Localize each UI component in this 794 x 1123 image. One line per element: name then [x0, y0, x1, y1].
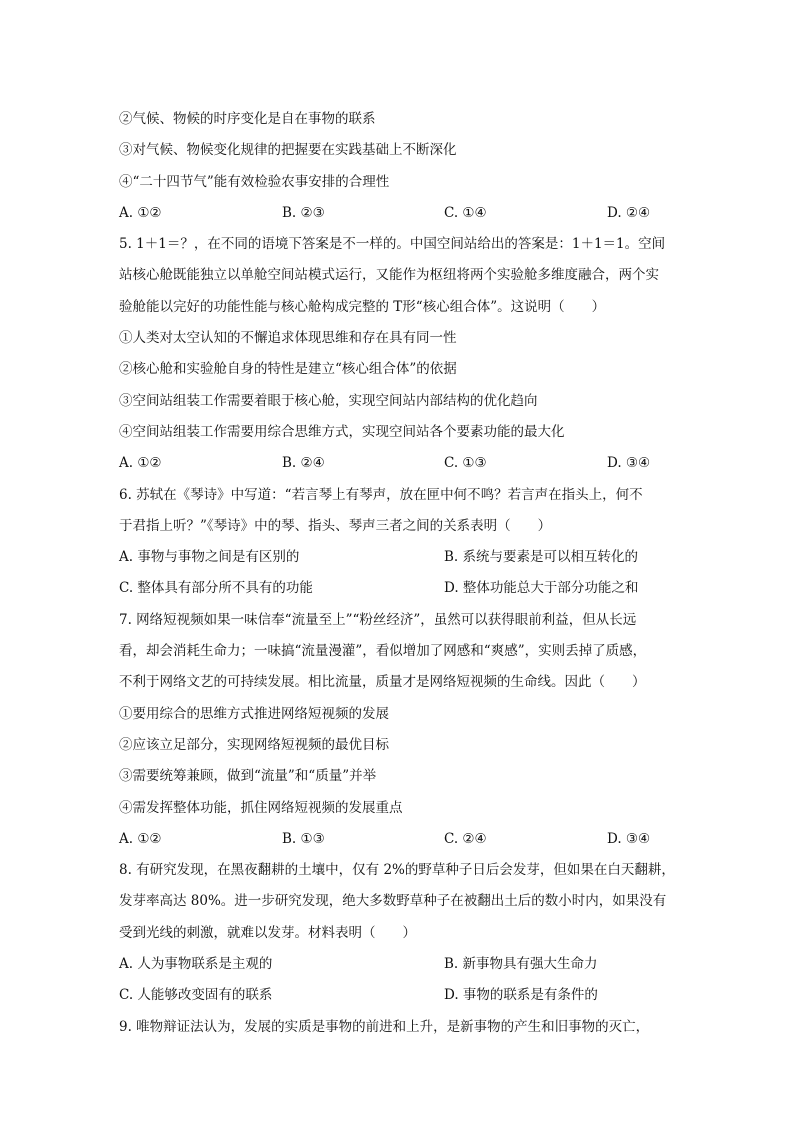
question-5-stem: 站核心舱既能独立以单舱空间站模式运行，又能作为枢纽将两个实验舱多维度融合，两个实: [119, 267, 659, 284]
option-d: D. 事物的联系是有条件的: [444, 987, 598, 1004]
answer-options: [119, 542, 677, 573]
question-8-stem: 发芽率高达 80%。进一步研究发现，绝大多数野草种子在被翻出土后的数小时内，如果没有: [119, 893, 667, 910]
question-6-stem: 于君指上听？”《琴诗》中的琴、指头、琴声三者之间的关系表明（ ）: [119, 517, 552, 534]
answer-options: [119, 448, 677, 479]
option-b: B. 新事物具有强大生命力: [444, 956, 598, 973]
statement-item: ③需要统筹兼顾，做到“流量”和“质量”并举: [119, 768, 377, 785]
option-a: A. ①②: [119, 455, 162, 472]
option-d: D. ③④: [607, 455, 651, 472]
option-d: D. ③④: [607, 830, 651, 847]
question-5-stem: 验舱能以完好的功能性能与核心舱构成完整的 T形“核心组合体”。这说明（ ）: [119, 298, 606, 315]
question-8-stem: 受到光线的刺激，就难以发芽。材料表明（ ）: [119, 924, 416, 941]
option-c: C. ①④: [444, 204, 487, 221]
answer-options: [119, 198, 677, 229]
statement-item: ①人类对太空认知的不懈追求体现思维和存在具有同一性: [119, 330, 457, 347]
statement-item: ④“二十四节气”能有效检验农事安排的合理性: [119, 173, 390, 190]
option-b: B. ②④: [282, 455, 325, 472]
question-content: [119, 104, 677, 1043]
option-b: B. ②③: [282, 204, 325, 221]
statement-item: ②气候、物候的时序变化是自在事物的联系: [119, 111, 376, 127]
option-c: C. ②④: [444, 830, 487, 847]
answer-options: [119, 824, 677, 855]
option-a: A. 人为事物联系是主观的: [119, 956, 273, 973]
option-a: A. ①②: [119, 204, 162, 221]
answer-options: [119, 980, 677, 1011]
option-a: A. 事物与事物之间是有区别的: [119, 549, 300, 566]
statement-item: ①要用综合的思维方式推进网络短视频的发展: [119, 705, 389, 722]
statement-item: ③空间站组装工作需要着眼于核心舱，实现空间站内部结构的优化趋向: [119, 392, 538, 409]
option-a: A. ①②: [119, 830, 162, 847]
statement-item: ③对气候、物候变化规律的把握要在实践基础上不断深化: [119, 142, 457, 159]
option-d: D. ②④: [607, 204, 651, 221]
option-d: D. 整体功能总大于部分功能之和: [444, 580, 639, 597]
option-c: C. 人能够改变固有的联系: [119, 987, 273, 1004]
question-7-stem: 不利于网络文艺的可持续发展。相比流量，质量才是网络短视频的生命线。因此（ ）: [119, 674, 646, 691]
question-7-stem: 看，却会消耗生命力；一味搞“流量漫灌”，看似增加了网感和“爽感”，实则丢掉了质感，: [119, 643, 647, 660]
question-5-stem: 5. 1＋1＝？，在不同的语境下答案是不一样的。中国空间站给出的答案是：1＋1＝1。空间: [119, 236, 666, 253]
option-b: B. 系统与要素是可以相互转化的: [444, 549, 639, 566]
statement-item: ④需发挥整体功能，抓住网络短视频的发展重点: [119, 799, 403, 816]
answer-options: [119, 949, 677, 980]
question-9-stem: 9. 唯物辩证法认为，发展的实质是事物的前进和上升，是新事物的产生和旧事物的灭亡，: [119, 1018, 650, 1035]
question-6-stem: 6. 苏轼在《琴诗》中写道：“若言琴上有琴声，放在匣中何不鸣？若言声在指头上，何不: [119, 486, 643, 503]
question-7-stem: 7. 网络短视频如果一味信奉“流量至上”“粉丝经济”，虽然可以获得眼前利益，但从长远: [119, 611, 637, 628]
option-b: B. ①③: [282, 830, 325, 847]
statement-item: ④空间站组装工作需要用综合思维方式，实现空间站各个要素功能的最大化: [119, 423, 565, 440]
statement-item: ②应该立足部分，实现网络短视频的最优目标: [119, 736, 389, 753]
answer-options: [119, 573, 677, 604]
option-c: C. 整体具有部分所不具有的功能: [119, 580, 313, 597]
option-c: C. ①③: [444, 455, 487, 472]
statement-item: ②核心舱和实验舱自身的特性是建立“核心组合体”的依据: [119, 361, 457, 378]
question-8-stem: 8. 有研究发现，在黑夜翻耕的土壤中，仅有 2%的野草种子日后会发芽，但如果在白天翻耕，: [119, 862, 675, 879]
